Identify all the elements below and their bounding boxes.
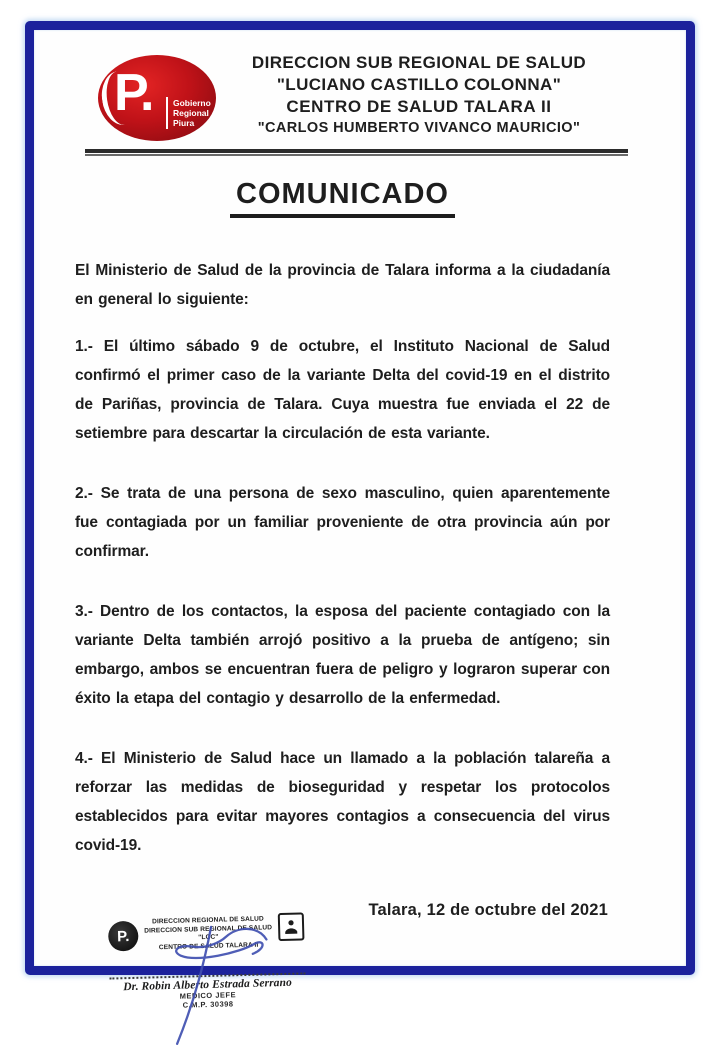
stamp-line-2: DIRECCION SUB REGIONAL DE SALUD "LCC" — [144, 923, 273, 942]
header-divider-rule — [85, 149, 628, 156]
body-paragraph-4: 4.- El Ministerio de Salud hace un llamado a la población talareña a reforzar las medidas de bioseguridad y respetar los protocolos establecidos para evitar mayores contagios a consecuencia del virus covid-19. — [75, 750, 610, 854]
letterhead-line-1: DIRECCION SUB REGIONAL DE SALUD — [251, 53, 587, 72]
stamp-org-lines — [138, 913, 279, 953]
piura-government-logo-icon — [98, 55, 216, 141]
official-stamp — [108, 912, 306, 1011]
signer-title: MEDICO JEFE — [179, 990, 237, 1001]
document-border-frame — [25, 21, 695, 1010]
letterhead-line-3: CENTRO DE SALUD TALARA II — [286, 97, 552, 116]
body-paragraph-1: 1.- El último sábado 9 de octubre, el Instituto Nacional de Salud confirmó el primer caso de la variante Delta del covid-19 en el distrito de Pariñas, provincia de Talara. Cuya muestra fue enviada el 22 de setiembre para descartar la circulación de esta variante. — [75, 338, 610, 442]
letterhead-line-4: "CARLOS HUMBERTO VIVANCO MAURICIO" — [257, 120, 581, 136]
intro-paragraph: El Ministerio de Salud de la provincia de Talara informa a la ciudadanía en general lo siguiente: — [75, 262, 610, 308]
logo-divider — [166, 97, 168, 129]
letterhead-line-2: "LUCIANO CASTILLO COLONNA" — [276, 75, 562, 94]
document-body — [75, 256, 610, 860]
stamp-line-1: DIRECCION REGIONAL DE SALUD — [151, 915, 264, 926]
logo-letter: P. — [114, 64, 153, 122]
body-paragraph-2: 2.- Se trata de una persona de sexo masculino, quien aparentemente fue contagiada por un familiar proveniente de otra provincia aún por confirmar. — [75, 485, 610, 560]
document-footer — [75, 891, 610, 1061]
page-title: COMUNICADO — [230, 178, 455, 218]
stamp-logo-icon: P. — [108, 921, 139, 952]
stamp-line-3: CENTRO DE SALUD TALARA II — [158, 941, 259, 951]
document-page — [34, 30, 686, 1061]
body-paragraph-3: 3.- Dentro de los contactos, la esposa del paciente contagiado con la variante Delta también arrojó positivo a la prueba de antígeno; sin embargo, ambos se encuentran fuera de peligro y lograron superar con éxito la etapa del contagio y desarrollo de la enfermedad. — [75, 603, 610, 707]
dateline: Talara, 12 de octubre del 2021 — [368, 901, 608, 919]
logo-org-text: Gobierno Regional Piura — [173, 98, 211, 128]
signer-registration-number: C.M.P. 30398 — [182, 999, 234, 1010]
letterhead-text — [216, 50, 610, 139]
signer-name: Dr. Robin Alberto Estrada Serrano — [123, 976, 293, 994]
ministry-emblem-icon — [278, 912, 305, 941]
letterhead — [75, 50, 610, 141]
